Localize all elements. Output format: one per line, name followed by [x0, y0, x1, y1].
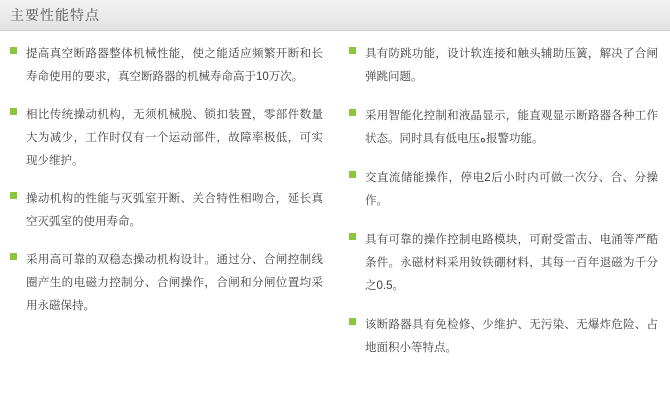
square-bullet-icon [349, 109, 356, 116]
list-item-text: 具有可靠的操作控制电路模块，可耐受雷击、电涌等严酷条件。永磁材料采用钕铁硼材料，其每一百年退磁为千分之0.5。 [365, 234, 658, 292]
list-item [8, 188, 323, 234]
list-item-text: 相比传统操动机构，无须机械脱、锁扣装置，零部件数量大为减少，工作时仅有一个运动部件，故障率极低，可实现少维护。 [26, 109, 323, 167]
square-bullet-icon [10, 108, 17, 115]
square-bullet-icon [10, 47, 17, 54]
list-item-text: 操动机构的性能与灭弧室开断、关合特性相吻合，延长真空灭弧室的使用寿命。 [26, 193, 323, 228]
square-bullet-icon [349, 171, 356, 178]
left-column [8, 43, 335, 376]
right-column [335, 43, 662, 376]
list-item [347, 167, 658, 213]
list-item [347, 43, 658, 89]
list-item-text: 该断路器具有免检修、少维护、无污染、无爆炸危险、占地面积小等特点。 [365, 319, 658, 354]
list-item-text: 具有防跳功能，设计软连接和触头辅助压簧，解决了合闸弹跳问题。 [365, 48, 658, 83]
list-item-text: 交直流储能操作，停电2后小时内可做一次分、合、分操作。 [365, 172, 658, 207]
list-item-text: 采用智能化控制和液晶显示，能直观显示断路器各种工作状态。同时具有低电压ه报警功能。 [365, 110, 658, 145]
list-item [347, 229, 658, 298]
list-item [347, 314, 658, 360]
content-columns [0, 31, 670, 376]
section-header [0, 0, 670, 31]
square-bullet-icon [349, 233, 356, 240]
list-item-text: 采用高可靠的双稳态操动机构设计。通过分、合闸控制线圈产生的电磁力控制分、合闸操作，合闸和分闸位置均采用永磁保持。 [26, 254, 323, 312]
square-bullet-icon [349, 318, 356, 325]
list-item [347, 105, 658, 151]
page-title: 主要性能特点 [10, 7, 100, 23]
list-item-text: 提高真空断路器整体机械性能，使之能适应频繁开断和长寿命使用的要求，真空断路器的机械寿命高于10万次。 [26, 48, 323, 83]
list-item [8, 249, 323, 318]
square-bullet-icon [349, 47, 356, 54]
square-bullet-icon [10, 192, 17, 199]
list-item [8, 43, 323, 89]
square-bullet-icon [10, 253, 17, 260]
list-item [8, 104, 323, 173]
